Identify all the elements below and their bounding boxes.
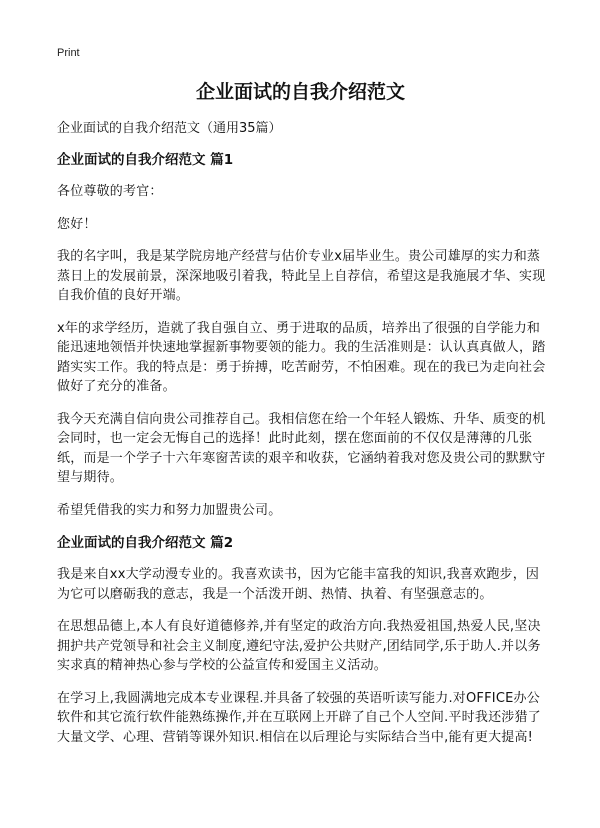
paragraph: 在学习上,我圆满地完成本专业课程.并具备了较强的英语听读写能力.对OFFICE办公软件和其它流行软件能熟练操作,并在互联网上开辟了自己个人空间.平时我还涉猎了大量文学、心理、营销等课外知识.相信在以后理论与实际结合当中,能有更大提高! bbox=[57, 690, 541, 745]
salutation: 各位尊敬的考官： bbox=[57, 184, 163, 199]
paragraph: 我今天充满自信向贵公司推荐自己。我相信您在给一个年轻人锻炼、升华、质变的机会同时，也一定会无悔自己的选择！此时此刻，摆在您面前的不仅仅是薄薄的几张纸，而是一个学子十六年寒窗苦读的艰辛和收获，它涵纳着我对您及贵公司的默默守望与期待。 bbox=[57, 411, 546, 485]
paragraph: 在思想品德上,本人有良好道德修养,并有坚定的政治方向.我热爱祖国,热爱人民,坚决拥护共产党领导和社会主义制度,遵纪守法,爱护公共财产,团结同学,乐于助人.并以务实求真的精神热心参与学校的公益宣传和爱国主义活动。 bbox=[57, 619, 541, 673]
paragraph: x年的求学经历，造就了我自强自立、勇于进取的品质，培养出了很强的自学能力和能迅速地领悟并快速地掌握新事物要领的能力。我的生活准则是：认认真真做人，踏踏实实工作。我的特点是：勇于拚搏，吃苦耐劳，不怕困难。现在的我已为走向社会做好了充分的准备。 bbox=[57, 320, 546, 394]
section-heading-2: 企业面试的自我介绍范文 篇2 bbox=[57, 535, 234, 551]
document-subtitle: 企业面试的自我介绍范文（通用35篇） bbox=[57, 121, 282, 136]
print-link[interactable]: Print bbox=[57, 47, 80, 59]
paragraph: 我是来自xx大学动漫专业的。我喜欢读书，因为它能丰富我的知识,我喜欢跑步，因为它可以磨砺我的意志，我是一个活泼开朗、热情、执着、有坚强意志的。 bbox=[57, 567, 540, 602]
paragraph: 希望凭借我的实力和努力加盟贵公司。 bbox=[57, 502, 282, 518]
document-body bbox=[57, 119, 550, 760]
greeting: 您好！ bbox=[57, 216, 97, 232]
section-heading-1: 企业面试的自我介绍范文 篇1 bbox=[57, 152, 234, 168]
page-title: 企业面试的自我介绍范文 bbox=[195, 81, 405, 103]
paragraph: 我的名字叫，我是某学院房地产经营与估价专业x届毕业生。贵公司雄厚的实力和蒸蒸日上的发展前景，深深地吸引着我，特此呈上自荐信，希望这是我施展才华、实现自我价值的良好开端。 bbox=[57, 249, 546, 303]
